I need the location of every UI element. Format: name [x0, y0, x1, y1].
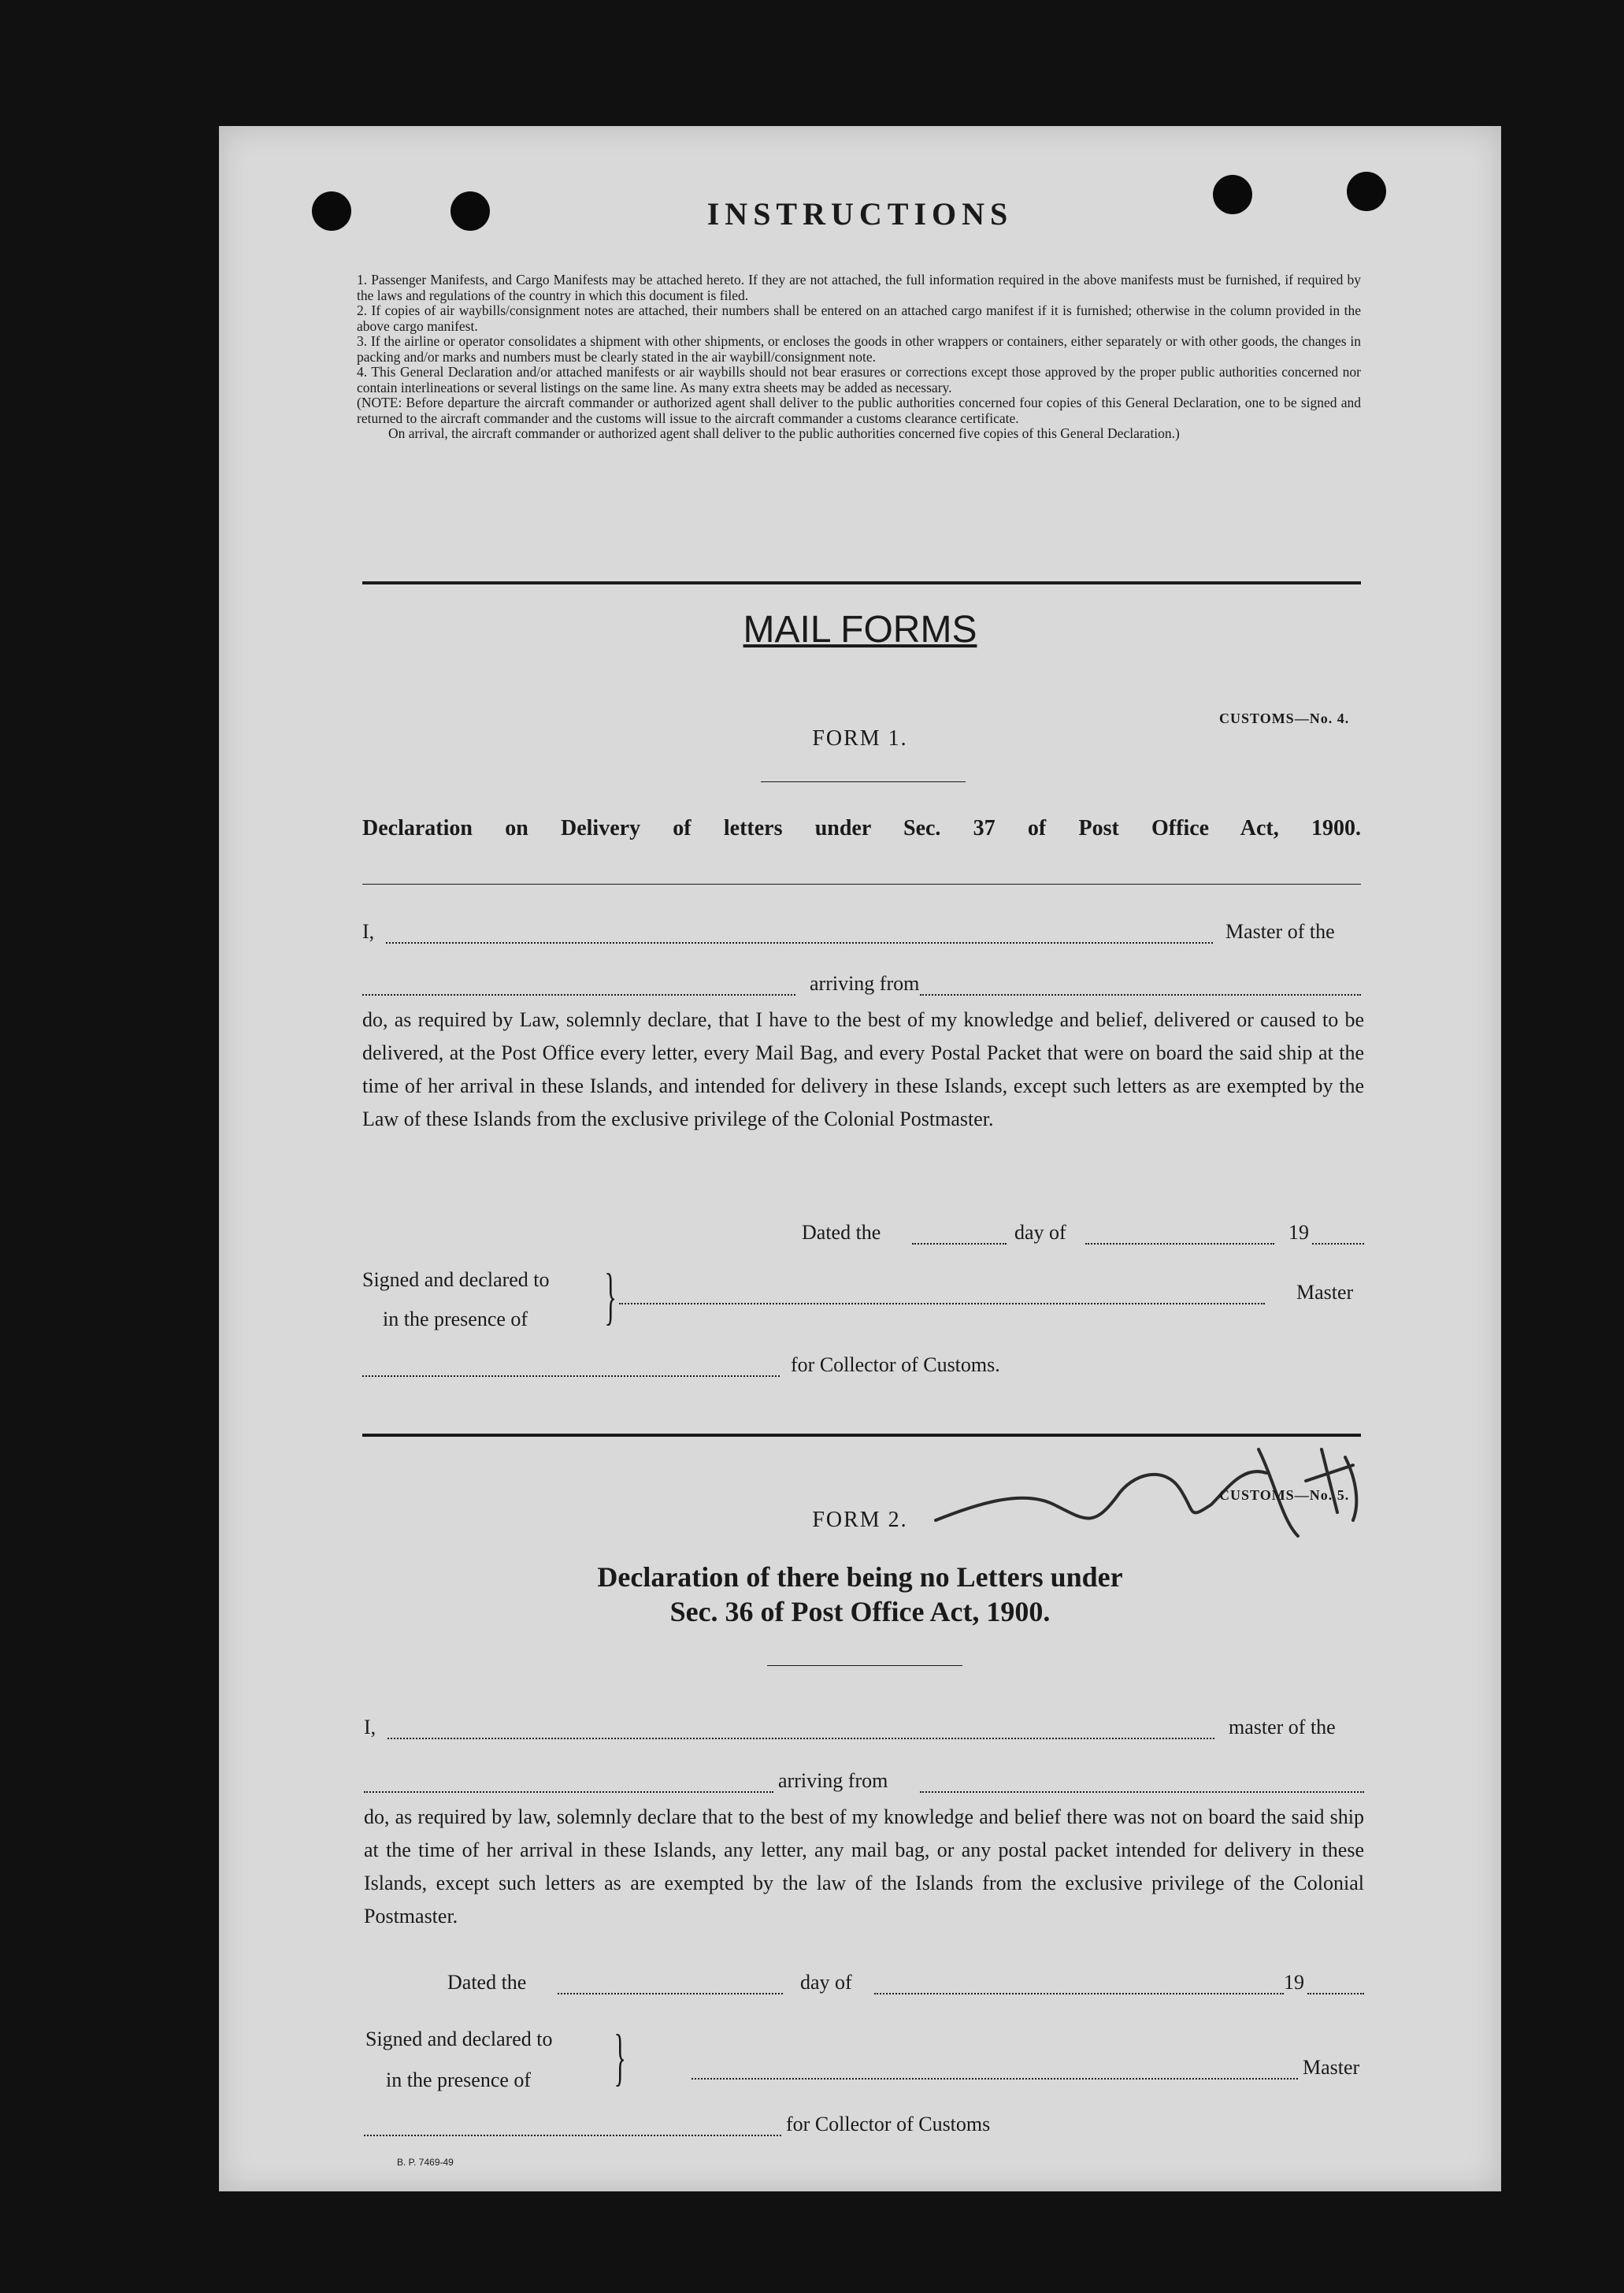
- form2-year-field[interactable]: [1307, 1982, 1364, 1994]
- divider: [761, 781, 966, 782]
- form1-customs-number: CUSTOMS—No. 4.: [1219, 711, 1350, 726]
- form1-dated-the: Dated the: [802, 1221, 881, 1244]
- form1-declaration-heading: Declaration on Delivery of letters under Sec. 37 of Post Office Act, 1900.: [362, 816, 1361, 840]
- form2-arriving-from: arriving from: [778, 1769, 888, 1792]
- instruction-item: 2. If copies of air waybills/consignment notes are attached, their numbers shall be entered on an attached cargo manifest if it is furnished; otherwise in the column provided in the above cargo manifest.: [357, 302, 1361, 334]
- form2-collector-field[interactable]: [364, 2124, 781, 2136]
- form1-origin-field[interactable]: [920, 983, 1361, 996]
- instruction-item: 1. Passenger Manifests, and Cargo Manifests may be attached hereto. If they are not attached, the full information required in the above manifests must be furnished, if required by the laws and regulations of the country in which this document is filed.: [357, 272, 1361, 303]
- divider: [362, 884, 1361, 885]
- form1-collector-field[interactable]: [362, 1364, 780, 1377]
- form2-signed-label: Signed and declared to: [365, 2028, 553, 2050]
- form2-day-of: day of: [800, 1971, 852, 1994]
- brace-icon: }: [614, 2023, 626, 2092]
- form1-signed-label: Signed and declared to: [362, 1268, 550, 1291]
- form2-presence-label: in the presence of: [386, 2069, 532, 2091]
- form1-master-label: Master: [1296, 1281, 1354, 1304]
- form2-title: FORM 2.: [812, 1508, 908, 1532]
- instructions-list: [357, 273, 1361, 442]
- form2-master-of-the: master of the: [1229, 1716, 1336, 1738]
- form2-declaration-line2: Sec. 36 of Post Office Act, 1900.: [669, 1596, 1051, 1627]
- form1-i-label: I,: [362, 920, 375, 943]
- form-code: B. P. 7469-49: [397, 2157, 454, 2168]
- form2-ship-field[interactable]: [364, 1780, 773, 1793]
- form1-title: FORM 1.: [812, 726, 908, 751]
- form1-collector-label: for Collector of Customs.: [791, 1353, 1000, 1376]
- form1-arriving-from: arriving from: [810, 972, 920, 995]
- form1-body: do, as required by Law, solemnly declare, that I have to the best of my knowledge and belief, delivered or caused to be delivered, at the Post Office every letter, every Mail Bag, and every Postal Packet that were on board the said ship at the time of her arrival in these Islands, and intended for delivery in these Islands, except such letters as are exempted by the Law of these Islands from the exclusive privilege of the Colonial Postmaster.: [362, 1008, 1364, 1130]
- form2-declaration-line1: Declaration of there being no Letters under: [597, 1561, 1123, 1593]
- divider: [362, 581, 1361, 584]
- form2-i-label: I,: [364, 1716, 376, 1738]
- form2-dated-the: Dated the: [447, 1971, 527, 1994]
- instruction-item: 4. This General Declaration and/or attached manifests or air waybills should not bear erasures or corrections except those approved by the proper public authorities concerned nor contain interlineations or several listings on the same line. As many extra sheets may be added as necessary.: [357, 364, 1361, 395]
- form1-month-field[interactable]: [1085, 1232, 1274, 1245]
- form2-collector-label: for Collector of Customs: [786, 2113, 991, 2135]
- divider: [767, 1665, 962, 1666]
- form1-master-of-the: Master of the: [1225, 920, 1335, 943]
- form1-year-field[interactable]: [1312, 1232, 1364, 1245]
- brace-icon: }: [604, 1262, 617, 1331]
- form1-master-signature-field[interactable]: [619, 1292, 1265, 1304]
- instructions-title: INSTRUCTIONS: [706, 196, 1014, 232]
- form2-master-signature-field[interactable]: [691, 2067, 1298, 2080]
- form1-date-field[interactable]: [912, 1232, 1007, 1245]
- form2-year-prefix: 19: [1284, 1971, 1304, 1994]
- form2-date-field[interactable]: [558, 1982, 783, 1994]
- form2-body: do, as required by law, solemnly declare that to the best of my knowledge and belief there was not on board the said ship at the time of her arrival in these Islands, any letter, any mail bag, or any postal packet intended for delivery in these Islands, except such letters as are exempted by the law of the Islands from the exclusive privilege of the Colonial Postmaster.: [364, 1805, 1364, 1928]
- instruction-note: (NOTE: Before departure the aircraft commander or authorized agent shall deliver to the public authorities concerned four copies of this General Declaration, one to be signed and returned to the aircraft commander and the customs will issue to the aircraft commander a customs clearance certificate.: [357, 395, 1361, 426]
- document-page: [219, 126, 1501, 2191]
- form1-master-name-field[interactable]: [386, 931, 1213, 944]
- form1-presence-label: in the presence of: [383, 1308, 528, 1330]
- form2-master-label: Master: [1303, 2056, 1360, 2079]
- instruction-note-arrival: On arrival, the aircraft commander or authorized agent shall deliver to the public authorities concerned five copies of this General Declaration.): [388, 425, 1180, 441]
- mail-forms-title: MAIL FORMS: [743, 609, 977, 651]
- form1-day-of: day of: [1014, 1221, 1066, 1244]
- form2-master-name-field[interactable]: [387, 1727, 1214, 1739]
- form2-origin-field[interactable]: [920, 1780, 1364, 1793]
- form2-declaration-heading: [219, 1560, 1501, 1629]
- form2-month-field[interactable]: [874, 1982, 1284, 1994]
- form1-year-prefix: 19: [1288, 1221, 1309, 1244]
- form2-customs-number: CUSTOMS—No. 5.: [1219, 1487, 1350, 1503]
- form1-ship-field[interactable]: [362, 983, 795, 996]
- instruction-item: 3. If the airline or operator consolidates a shipment with other shipments, or encloses the goods in other wrappers or containers, either separately or with other goods, the changes in packing and/or marks and numbers must be clearly stated in the air waybill/consignment note.: [357, 333, 1361, 365]
